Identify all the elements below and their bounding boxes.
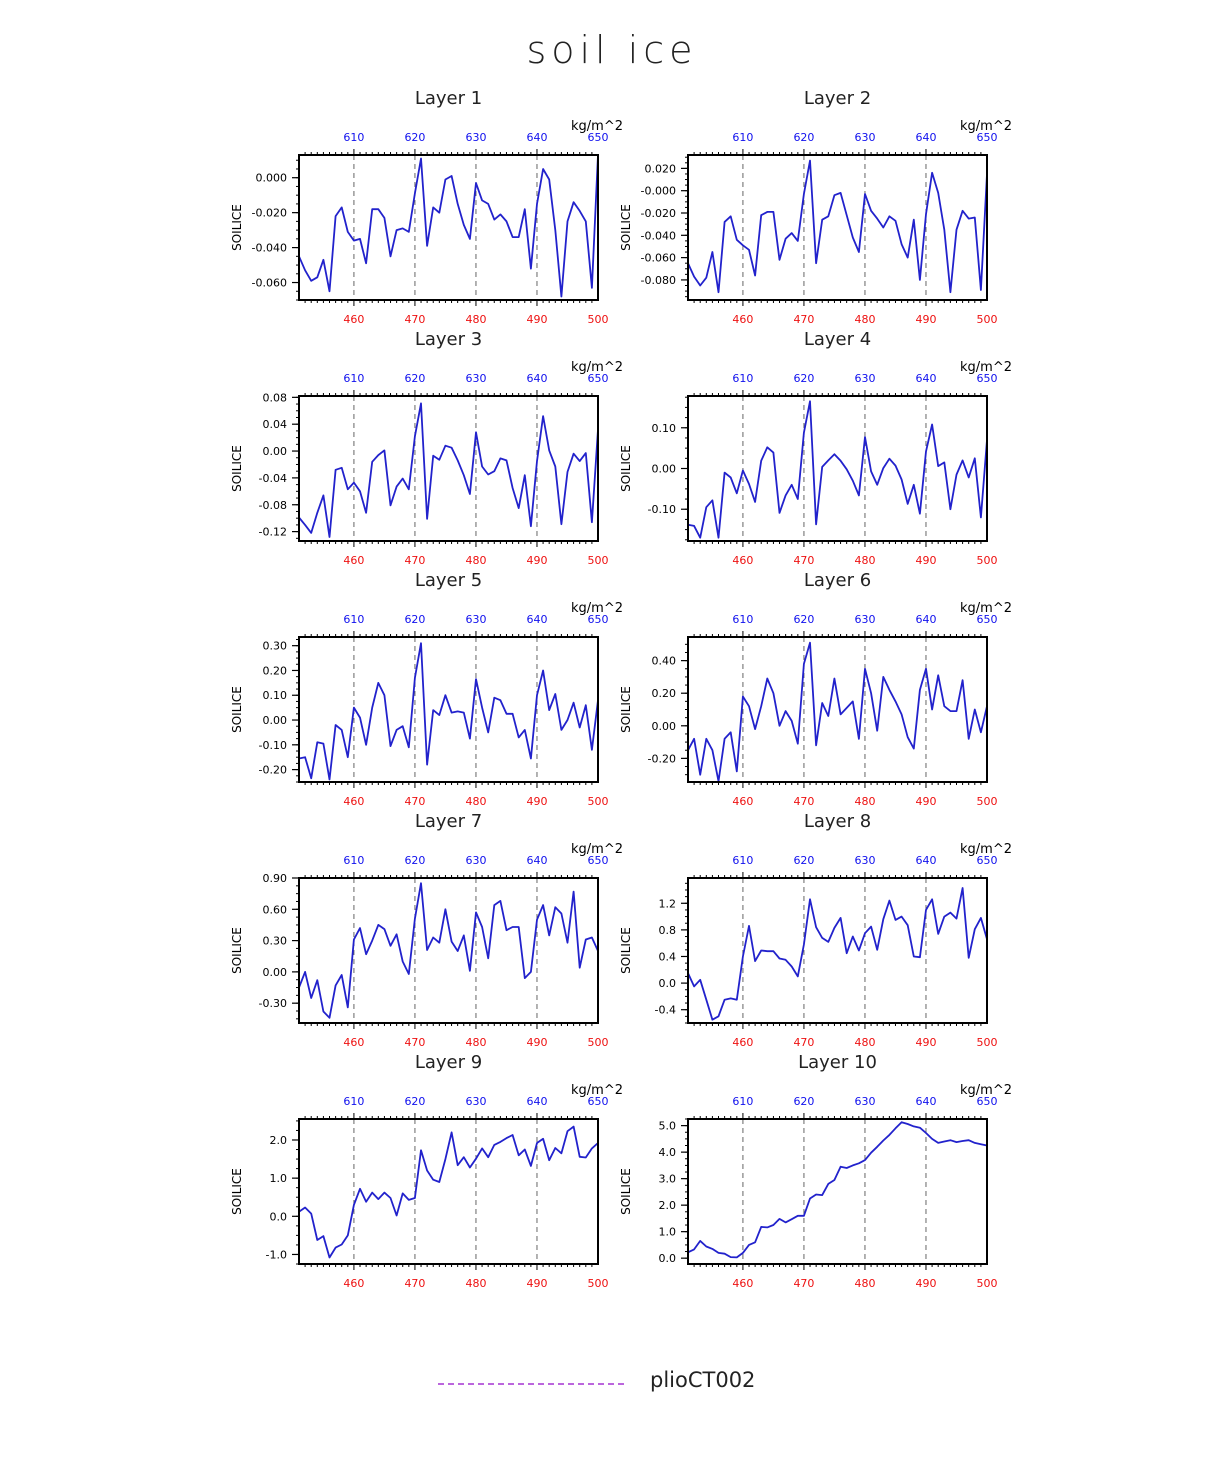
top-x-tick-label: 630 (465, 854, 487, 867)
unit-label: kg/m^2 (571, 360, 623, 375)
top-x-tick-label: 630 (465, 1095, 487, 1108)
top-x-tick-label: 640 (526, 854, 548, 867)
top-x-tick-label: 620 (793, 854, 815, 867)
chart-layer-5 (230, 570, 623, 808)
x-tick-label: 480 (854, 795, 876, 808)
top-x-tick-label: 610 (343, 613, 365, 626)
y-tick-label: -0.10 (258, 738, 287, 752)
y-axis-label: SOILICE (230, 927, 244, 974)
x-tick-label: 480 (465, 313, 487, 326)
unit-label: kg/m^2 (571, 842, 623, 857)
top-x-tick-label: 620 (404, 854, 426, 867)
x-tick-label: 500 (587, 1036, 609, 1049)
y-axis-label: SOILICE (230, 204, 244, 251)
y-tick-label: 0.10 (262, 689, 287, 703)
x-tick-label: 470 (793, 313, 815, 326)
top-x-tick-label: 640 (526, 372, 548, 385)
unit-label: kg/m^2 (960, 601, 1012, 616)
x-tick-label: 490 (915, 795, 937, 808)
y-tick-label: -0.20 (647, 752, 676, 766)
x-tick-label: 460 (343, 1277, 365, 1290)
unit-label: kg/m^2 (960, 119, 1012, 134)
top-x-tick-label: 640 (526, 1095, 548, 1108)
plot-frame (688, 396, 987, 541)
plot-frame (299, 637, 598, 782)
y-tick-label: 0.00 (262, 445, 287, 459)
y-tick-label: 1.0 (658, 1225, 676, 1239)
x-tick-label: 460 (343, 554, 365, 567)
chart-layer-10 (619, 1052, 1012, 1290)
x-tick-label: 500 (976, 1277, 998, 1290)
y-tick-label: -0.08 (258, 498, 287, 512)
top-x-tick-label: 640 (915, 854, 937, 867)
unit-label: kg/m^2 (571, 601, 623, 616)
x-tick-label: 460 (732, 795, 754, 808)
y-axis-label: SOILICE (619, 445, 633, 492)
y-tick-label: 0.30 (262, 639, 287, 653)
top-x-tick-label: 640 (915, 131, 937, 144)
top-x-tick-label: 620 (404, 613, 426, 626)
y-tick-label: -0.020 (251, 206, 287, 220)
x-tick-label: 480 (465, 1277, 487, 1290)
y-tick-label: 0.60 (262, 903, 287, 917)
x-tick-label: 470 (404, 1036, 426, 1049)
chart-layer-7 (230, 811, 623, 1049)
series-line-plioct002 (688, 643, 987, 782)
top-x-tick-label: 650 (587, 854, 609, 867)
plot-frame (688, 637, 987, 782)
series-line-plioct002 (688, 401, 987, 537)
y-axis-label: SOILICE (230, 445, 244, 492)
series-line-plioct002 (299, 883, 598, 1018)
x-tick-label: 480 (465, 554, 487, 567)
y-tick-label: 0.04 (262, 418, 287, 432)
x-tick-label: 460 (343, 1036, 365, 1049)
y-tick-label: -0.020 (640, 207, 676, 220)
top-x-tick-label: 630 (465, 131, 487, 144)
x-tick-label: 480 (854, 1036, 876, 1049)
top-x-tick-label: 620 (793, 372, 815, 385)
top-x-tick-label: 630 (465, 372, 487, 385)
top-x-tick-label: 610 (732, 854, 754, 867)
plot-frame (688, 878, 987, 1023)
x-tick-label: 490 (526, 1277, 548, 1290)
top-x-tick-label: 630 (854, 372, 876, 385)
top-x-tick-label: 610 (343, 854, 365, 867)
x-tick-label: 490 (915, 554, 937, 567)
y-tick-label: 0.00 (262, 965, 287, 979)
y-tick-label: -0.040 (640, 229, 676, 243)
top-x-tick-label: 640 (526, 131, 548, 144)
legend-line-plioct002 (438, 1383, 624, 1385)
top-x-tick-label: 620 (404, 131, 426, 144)
top-x-tick-label: 620 (793, 613, 815, 626)
y-tick-label: 0.0 (269, 1210, 287, 1224)
x-tick-label: 470 (404, 554, 426, 567)
x-tick-label: 460 (732, 1277, 754, 1290)
y-tick-label: 2.0 (658, 1199, 676, 1213)
top-x-tick-label: 650 (976, 372, 998, 385)
unit-label: kg/m^2 (960, 360, 1012, 375)
x-tick-label: 470 (793, 1277, 815, 1290)
legend-label: plioCT002 (650, 1368, 756, 1392)
top-x-tick-label: 630 (854, 131, 876, 144)
x-tick-label: 470 (793, 554, 815, 567)
x-tick-label: 470 (793, 795, 815, 808)
x-tick-label: 460 (343, 795, 365, 808)
y-tick-label: 5.0 (658, 1119, 676, 1133)
top-x-tick-label: 620 (793, 1095, 815, 1108)
x-tick-label: 480 (854, 1277, 876, 1290)
series-line-plioct002 (688, 161, 987, 293)
chart-layer-2 (619, 88, 1012, 326)
top-x-tick-label: 650 (976, 613, 998, 626)
chart-title: Layer 9 (414, 1052, 483, 1073)
chart-title: Layer 10 (798, 1052, 877, 1073)
y-tick-label: -0.000 (640, 184, 676, 198)
top-x-tick-label: 640 (526, 613, 548, 626)
x-tick-label: 500 (976, 795, 998, 808)
chart-layer-8 (619, 811, 1012, 1049)
top-x-tick-label: 650 (587, 613, 609, 626)
y-tick-label: 4.0 (658, 1146, 676, 1160)
top-x-tick-label: 630 (465, 613, 487, 626)
y-tick-label: 0.8 (658, 923, 676, 937)
y-tick-label: 1.0 (269, 1172, 287, 1186)
chart-title: Layer 7 (414, 811, 483, 832)
plot-frame (299, 878, 598, 1023)
top-x-tick-label: 640 (915, 372, 937, 385)
y-tick-label: 0.4 (658, 950, 676, 964)
top-x-tick-label: 640 (915, 613, 937, 626)
chart-title: Layer 6 (803, 570, 872, 591)
y-tick-label: 1.2 (658, 897, 676, 911)
x-tick-label: 490 (915, 313, 937, 326)
y-tick-label: -0.30 (258, 997, 287, 1011)
y-tick-label: -0.040 (251, 241, 287, 255)
x-tick-label: 500 (587, 1277, 609, 1290)
unit-label: kg/m^2 (960, 842, 1012, 857)
chart-title: Layer 1 (414, 88, 483, 109)
x-tick-label: 470 (404, 1277, 426, 1290)
y-tick-label: 0.00 (262, 714, 287, 728)
y-tick-label: -0.060 (251, 276, 287, 290)
top-x-tick-label: 650 (976, 131, 998, 144)
top-x-tick-label: 650 (976, 1095, 998, 1108)
x-tick-label: 500 (587, 795, 609, 808)
top-x-tick-label: 620 (404, 372, 426, 385)
x-tick-label: 480 (465, 795, 487, 808)
top-x-tick-label: 610 (732, 372, 754, 385)
y-axis-label: SOILICE (230, 686, 244, 733)
y-tick-label: 3.0 (658, 1172, 676, 1186)
y-tick-label: -0.04 (258, 471, 287, 485)
chart-layer-6 (619, 570, 1012, 808)
x-tick-label: 470 (404, 795, 426, 808)
x-tick-label: 500 (587, 313, 609, 326)
y-axis-label: SOILICE (230, 1168, 244, 1215)
y-tick-label: -0.080 (640, 273, 676, 287)
x-tick-label: 460 (732, 554, 754, 567)
chart-title: Layer 5 (414, 570, 483, 591)
chart-title: Layer 8 (803, 811, 872, 832)
y-tick-label: -0.20 (258, 763, 287, 777)
top-x-tick-label: 630 (854, 613, 876, 626)
page-title: soil ice (526, 28, 698, 72)
series-line-plioct002 (299, 1127, 598, 1258)
y-tick-label: -0.10 (647, 503, 676, 517)
x-tick-label: 490 (526, 554, 548, 567)
y-tick-label: 0.20 (262, 664, 287, 678)
chart-title: Layer 4 (803, 329, 872, 350)
y-tick-label: -1.0 (265, 1248, 287, 1262)
y-axis-label: SOILICE (619, 1168, 633, 1215)
top-x-tick-label: 630 (854, 854, 876, 867)
top-x-tick-label: 620 (793, 131, 815, 144)
x-tick-label: 490 (915, 1277, 937, 1290)
legend (438, 1366, 798, 1402)
chart-title: Layer 2 (803, 88, 872, 109)
y-tick-label: -0.12 (258, 525, 287, 539)
top-x-tick-label: 650 (976, 854, 998, 867)
y-tick-label: 0.20 (651, 687, 676, 701)
y-tick-label: -0.060 (640, 251, 676, 265)
top-x-tick-label: 650 (587, 372, 609, 385)
top-x-tick-label: 640 (915, 1095, 937, 1108)
top-x-tick-label: 610 (732, 613, 754, 626)
x-tick-label: 460 (732, 313, 754, 326)
x-tick-label: 490 (526, 1036, 548, 1049)
y-tick-label: 0.00 (651, 462, 676, 476)
plot-frame (299, 396, 598, 541)
x-tick-label: 500 (587, 554, 609, 567)
top-x-tick-label: 610 (732, 131, 754, 144)
unit-label: kg/m^2 (571, 119, 623, 134)
y-tick-label: 0.0 (658, 1252, 676, 1266)
y-tick-label: 0.30 (262, 934, 287, 948)
y-tick-label: 0.40 (651, 654, 676, 668)
x-tick-label: 460 (343, 313, 365, 326)
top-x-tick-label: 610 (343, 131, 365, 144)
x-tick-label: 500 (976, 554, 998, 567)
x-tick-label: 500 (976, 313, 998, 326)
y-tick-label: 2.0 (269, 1133, 287, 1147)
y-axis-label: SOILICE (619, 686, 633, 733)
chart-layer-3 (230, 329, 623, 567)
y-tick-label: -0.4 (654, 1003, 676, 1017)
top-x-tick-label: 610 (732, 1095, 754, 1108)
top-x-tick-label: 650 (587, 131, 609, 144)
x-tick-label: 480 (465, 1036, 487, 1049)
plot-frame (688, 1119, 987, 1264)
x-tick-label: 470 (404, 313, 426, 326)
y-axis-label: SOILICE (619, 927, 633, 974)
top-x-tick-label: 650 (587, 1095, 609, 1108)
x-tick-label: 490 (915, 1036, 937, 1049)
top-x-tick-label: 610 (343, 1095, 365, 1108)
y-tick-label: 0.020 (644, 162, 676, 176)
top-x-tick-label: 620 (404, 1095, 426, 1108)
y-tick-label: 0.08 (262, 391, 287, 405)
chart-layer-9 (230, 1052, 623, 1290)
x-tick-label: 500 (976, 1036, 998, 1049)
y-tick-label: 0.10 (651, 421, 676, 435)
series-line-plioct002 (299, 403, 598, 537)
series-line-plioct002 (299, 643, 598, 779)
x-tick-label: 490 (526, 795, 548, 808)
chart-layer-4 (619, 329, 1012, 567)
chart-title: Layer 3 (414, 329, 483, 350)
x-tick-label: 490 (526, 313, 548, 326)
chart-layer-1 (230, 88, 623, 326)
x-tick-label: 480 (854, 313, 876, 326)
y-tick-label: 0.0 (658, 977, 676, 991)
series-line-plioct002 (299, 155, 598, 297)
x-tick-label: 480 (854, 554, 876, 567)
y-tick-label: 0.00 (651, 719, 676, 733)
unit-label: kg/m^2 (960, 1083, 1012, 1098)
y-tick-label: 0.90 (262, 872, 287, 885)
series-line-plioct002 (688, 888, 987, 1020)
series-line-plioct002 (688, 1122, 987, 1257)
y-tick-label: 0.000 (255, 171, 287, 185)
y-axis-label: SOILICE (619, 204, 633, 251)
top-x-tick-label: 610 (343, 372, 365, 385)
top-x-tick-label: 630 (854, 1095, 876, 1108)
x-tick-label: 470 (793, 1036, 815, 1049)
unit-label: kg/m^2 (571, 1083, 623, 1098)
x-tick-label: 460 (732, 1036, 754, 1049)
